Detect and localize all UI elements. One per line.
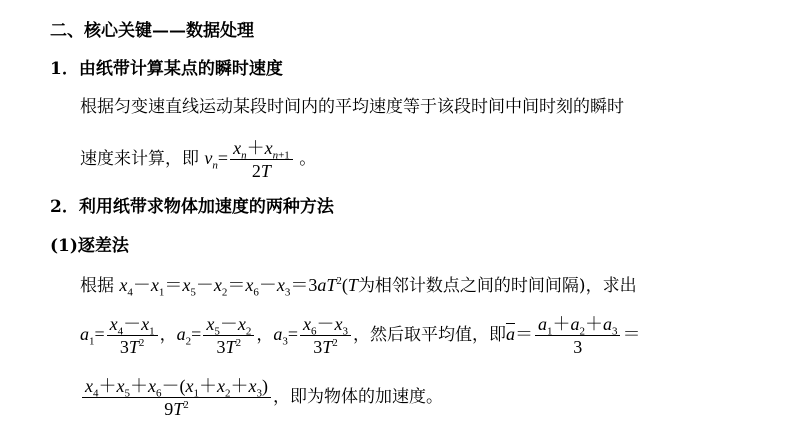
average-acceleration-formula: $\overline{a}=$ $\frac{a_1+a_2+a_3}{3}$ ＝	[505, 314, 641, 358]
successive-difference-line	[80, 274, 637, 297]
section1-paragraph: 根据匀变速直线运动某段时间内的平均速度等于该段时间中间时刻的瞬时	[80, 97, 624, 117]
section1-formula-line	[80, 136, 316, 181]
line3-suffix: ，即为物体的加速度。	[273, 387, 443, 407]
section1-title: 1．由纸带计算某点的瞬时速度	[50, 59, 283, 79]
section1-line2-prefix: 速度来计算，即	[80, 149, 199, 169]
difference-equation: $x_4-x_1=x_5-x_2=x_6-x_3=3aT^2(T$	[119, 275, 358, 299]
a3-formula: $a_3=$ $\frac{x_6-x_3}{3T^2}$	[273, 324, 353, 344]
a1-formula: $a_1=$ $\frac{x_4-x_1}{3T^2}$	[80, 324, 160, 344]
final-acceleration-formula: $\frac{x_4+x_5+x_6-(x_1+x_2+x_3)}{9T^2}$	[80, 386, 273, 406]
acceleration-components-line: $a_1=$ $\frac{x_4-x_1}{3T^2}$ ，$a_2=$ $\frac{x_5-x_2}{3T^2}$ ，$a_3=$ $\frac{x_6-x_3}{3T^2}$ ，然后取平均值，即$\overline{a}=$ $\frac{a_1+a_2+a_3}{3}$ ＝	[80, 314, 641, 358]
final-acceleration-line	[80, 374, 443, 419]
line1-note: 为相邻计数点之间的时间间隔)，求出	[357, 276, 637, 296]
a2-formula: $a_2=$ $\frac{x_5-x_2}{3T^2}$	[177, 324, 257, 344]
section2-title: 2．利用纸带求物体加速度的两种方法	[50, 197, 334, 217]
instant-velocity-formula: $v_n=$ $\frac{x_n+x_{n+1}}{2T}$	[204, 148, 299, 168]
section-heading: 二、核心关键——数据处理	[50, 21, 254, 41]
line2-mid: ，然后取平均值，即	[352, 325, 506, 345]
method1-title: (1)逐差法	[50, 236, 129, 256]
section1-line2-suffix: 。	[299, 149, 317, 169]
line1-prefix: 根据	[80, 276, 114, 296]
